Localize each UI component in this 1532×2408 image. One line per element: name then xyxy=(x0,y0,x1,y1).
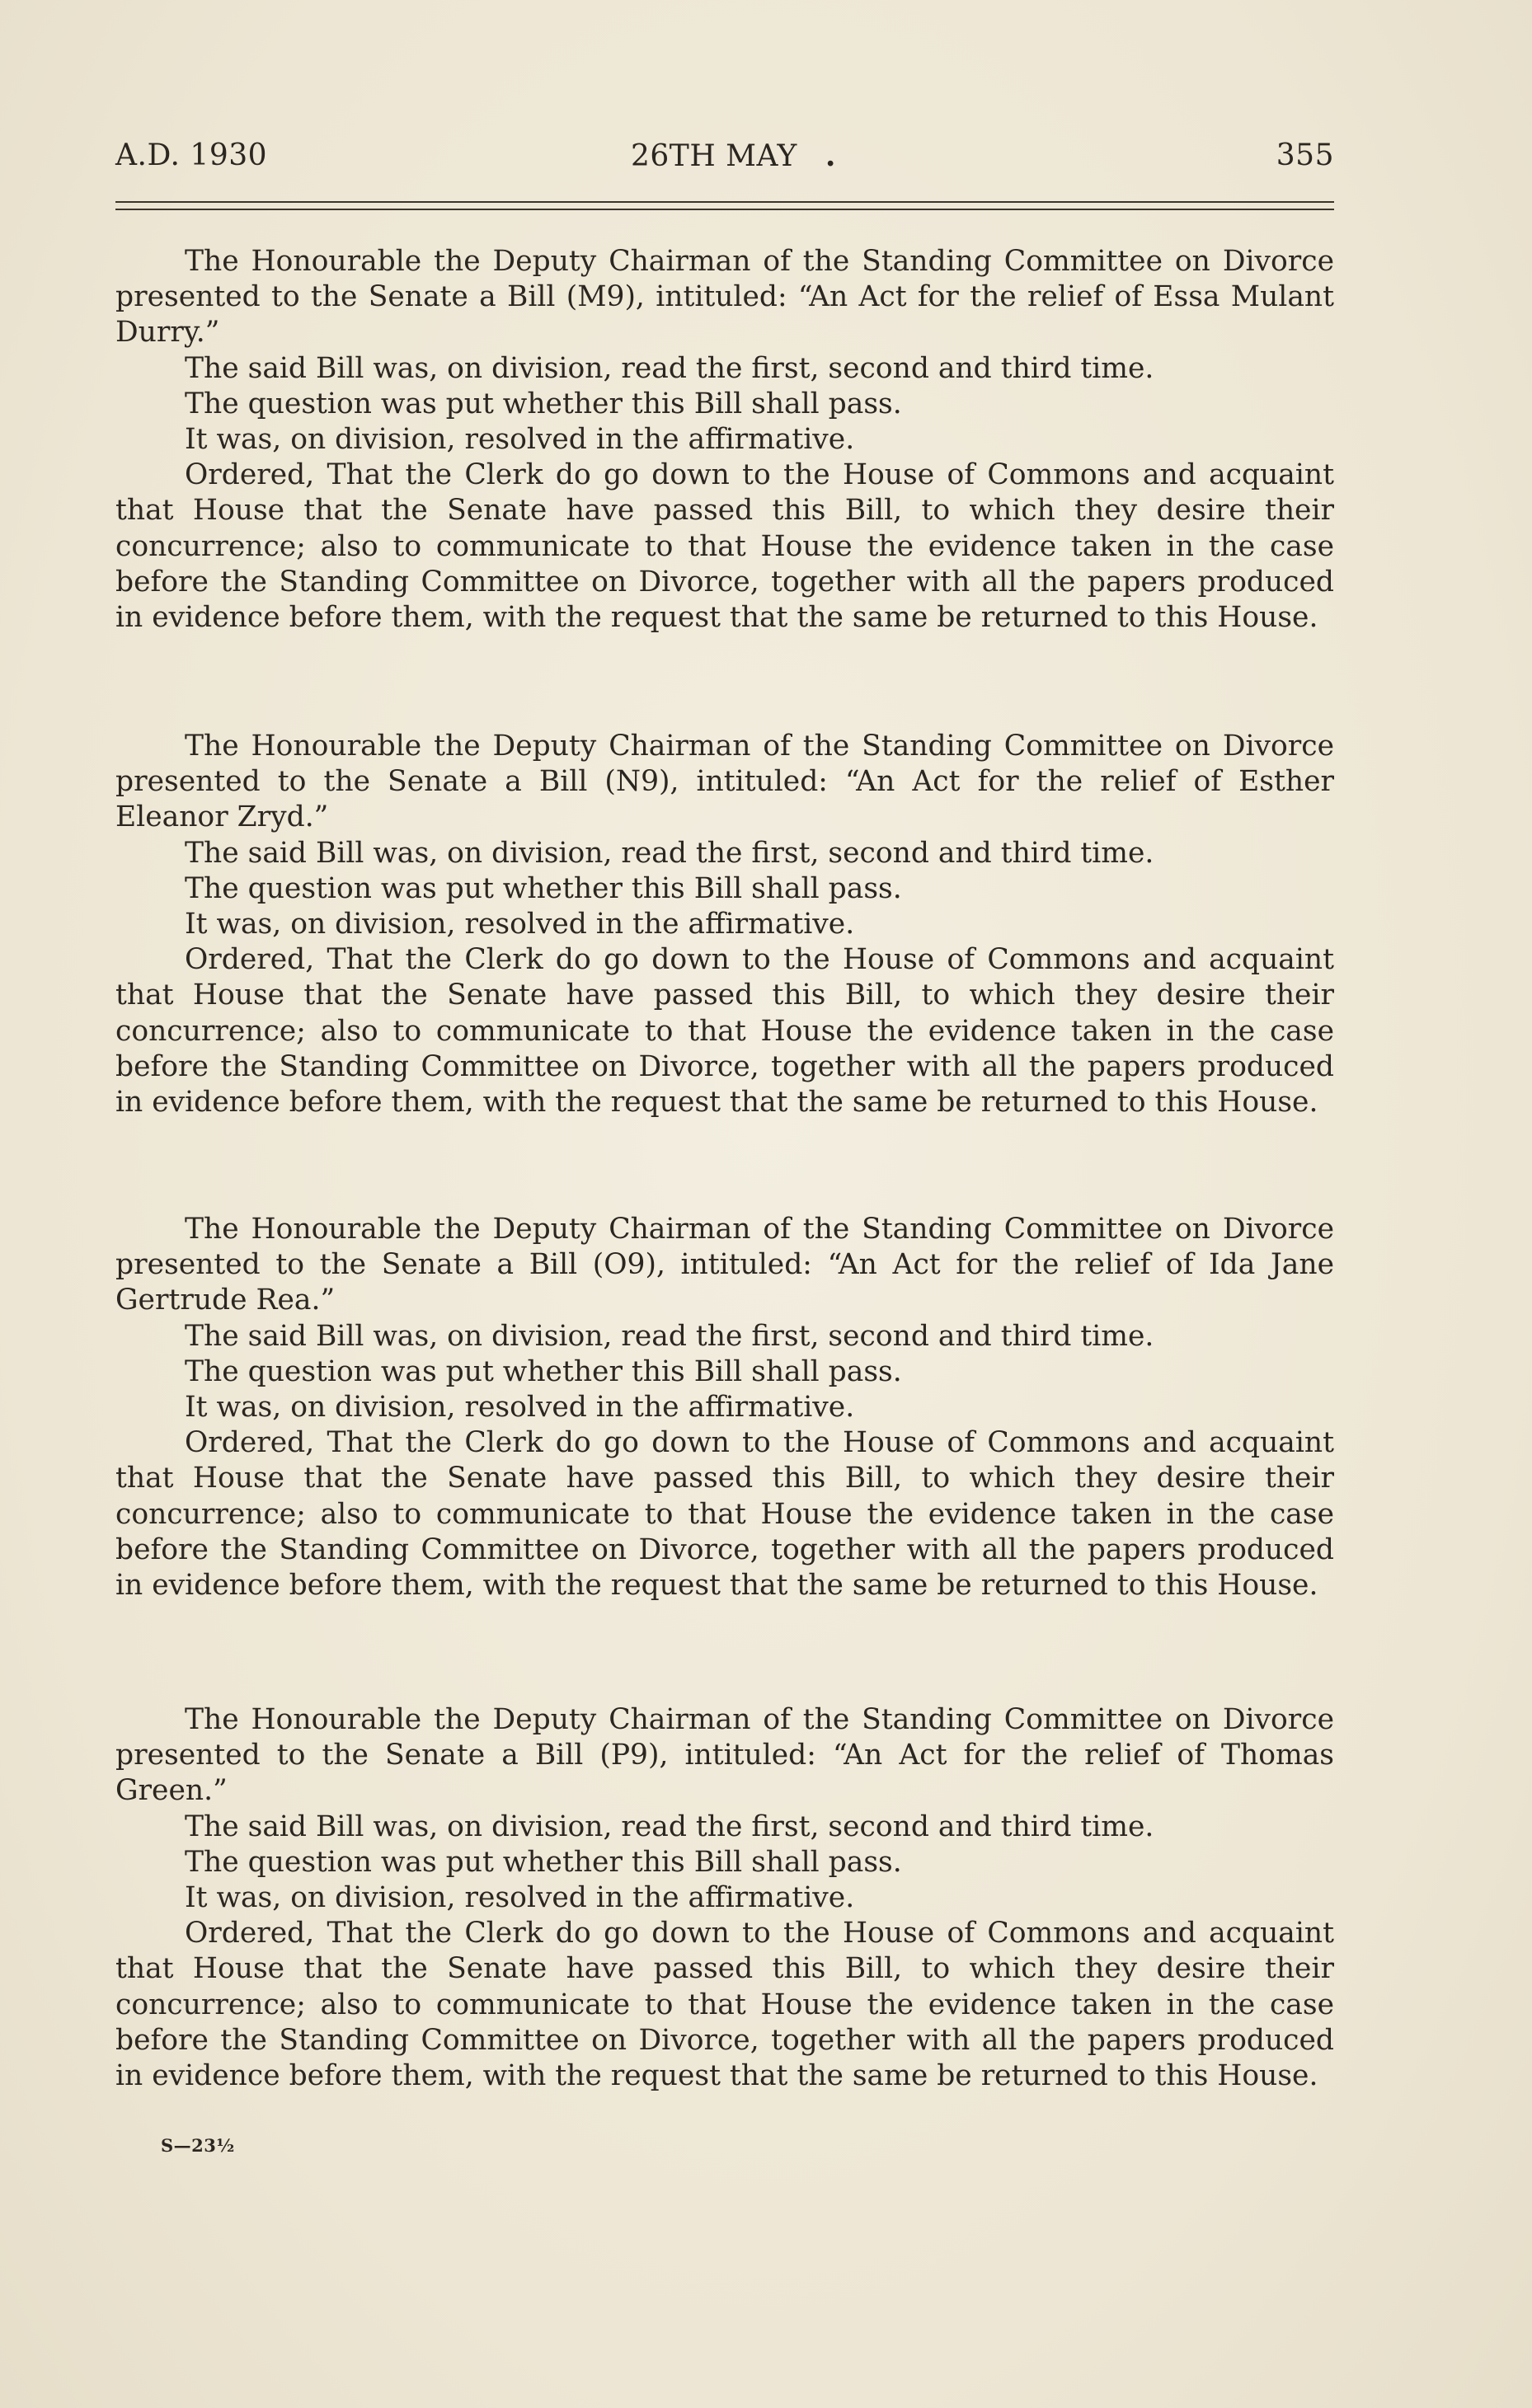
bill-resolved-line: It was, on division, resolved in the affirmative. xyxy=(185,1391,855,1425)
bill-presented-paragraph: The Honourable the Deputy Chairman of the Standing Committee on Divorce presented to the Senate a Bill (P9), intituled: “An Act for the relief of Thomas Green.” xyxy=(115,1703,1334,1808)
bill-resolved-line: It was, on division, resolved in the affirmative. xyxy=(185,908,855,941)
page-number: 355 xyxy=(1276,138,1334,172)
bill-ordered-paragraph: Ordered, That the Clerk do go down to the House of Commons and acquaint that House that the Senate have passed this Bill, to which they desire their concurrence; also to communicate to that House the evidence taken in the case before the Standing Committee on Divorce, together with all the papers produced in evidence before them, with the request that the same be returned to this House. xyxy=(115,1426,1334,1603)
bill-read-line: The said Bill was, on division, read the first, second and third time. xyxy=(185,351,1154,385)
bill-question-line: The question was put whether this Bill shall pass. xyxy=(185,387,902,420)
bill-entry-n9 xyxy=(115,729,1334,1120)
bill-read-line: The said Bill was, on division, read the first, second and third time. xyxy=(185,1319,1154,1353)
running-header xyxy=(115,138,1334,188)
bill-presented-paragraph: The Honourable the Deputy Chairman of the Standing Committee on Divorce presented to the Senate a Bill (O9), intituled: “An Act for the relief of Ida Jane Gertrude Rea.” xyxy=(115,1213,1334,1317)
header-mark: . xyxy=(825,138,836,173)
bill-resolved-line: It was, on division, resolved in the affirmative. xyxy=(185,423,855,457)
bill-read-line: The said Bill was, on division, read the first, second and third time. xyxy=(185,1810,1154,1843)
header-rule-top xyxy=(115,201,1334,203)
bill-presented-paragraph: The Honourable the Deputy Chairman of the Standing Committee on Divorce presented to the Senate a Bill (N9), intituled: “An Act for the relief of Esther Eleanor Zryd.” xyxy=(115,730,1334,834)
header-day-text: 26TH MAY xyxy=(631,139,797,173)
bill-presented-paragraph: The Honourable the Deputy Chairman of the Standing Committee on Divorce presented to the Senate a Bill (M9), intituled: “An Act for the relief of Essa Mulant Durry.” xyxy=(115,245,1334,350)
header-day xyxy=(631,138,836,173)
header-date: A.D. 1930 xyxy=(115,138,268,172)
bill-ordered-paragraph: Ordered, That the Clerk do go down to the House of Commons and acquaint that House that the Senate have passed this Bill, to which they desire their concurrence; also to communicate to that House the evidence taken in the case before the Standing Committee on Divorce, together with all the papers produced in evidence before them, with the request that the same be returned to this House. xyxy=(115,1917,1334,2093)
bill-entry-o9 xyxy=(115,1212,1334,1603)
bill-read-line: The said Bill was, on division, read the first, second and third time. xyxy=(185,836,1154,870)
bill-question-line: The question was put whether this Bill shall pass. xyxy=(185,1845,902,1879)
bill-resolved-line: It was, on division, resolved in the affirmative. xyxy=(185,1881,855,1915)
header-rule-bottom xyxy=(115,209,1334,210)
bill-entry-m9 xyxy=(115,244,1334,636)
bill-entry-p9 xyxy=(115,1702,1334,2094)
bill-question-line: The question was put whether this Bill shall pass. xyxy=(185,1354,902,1388)
bill-ordered-paragraph: Ordered, That the Clerk do go down to the House of Commons and acquaint that House that the Senate have passed this Bill, to which they desire their concurrence; also to communicate to that House the evidence taken in the case before the Standing Committee on Divorce, together with all the papers produced in evidence before them, with the request that the same be returned to this House. xyxy=(115,458,1334,635)
signature-mark: S—23½ xyxy=(161,2135,235,2156)
bill-question-line: The question was put whether this Bill shall pass. xyxy=(185,871,902,905)
bill-ordered-paragraph: Ordered, That the Clerk do go down to the House of Commons and acquaint that House that the Senate have passed this Bill, to which they desire their concurrence; also to communicate to that House the evidence taken in the case before the Standing Committee on Divorce, together with all the papers produced in evidence before them, with the request that the same be returned to this House. xyxy=(115,943,1334,1120)
